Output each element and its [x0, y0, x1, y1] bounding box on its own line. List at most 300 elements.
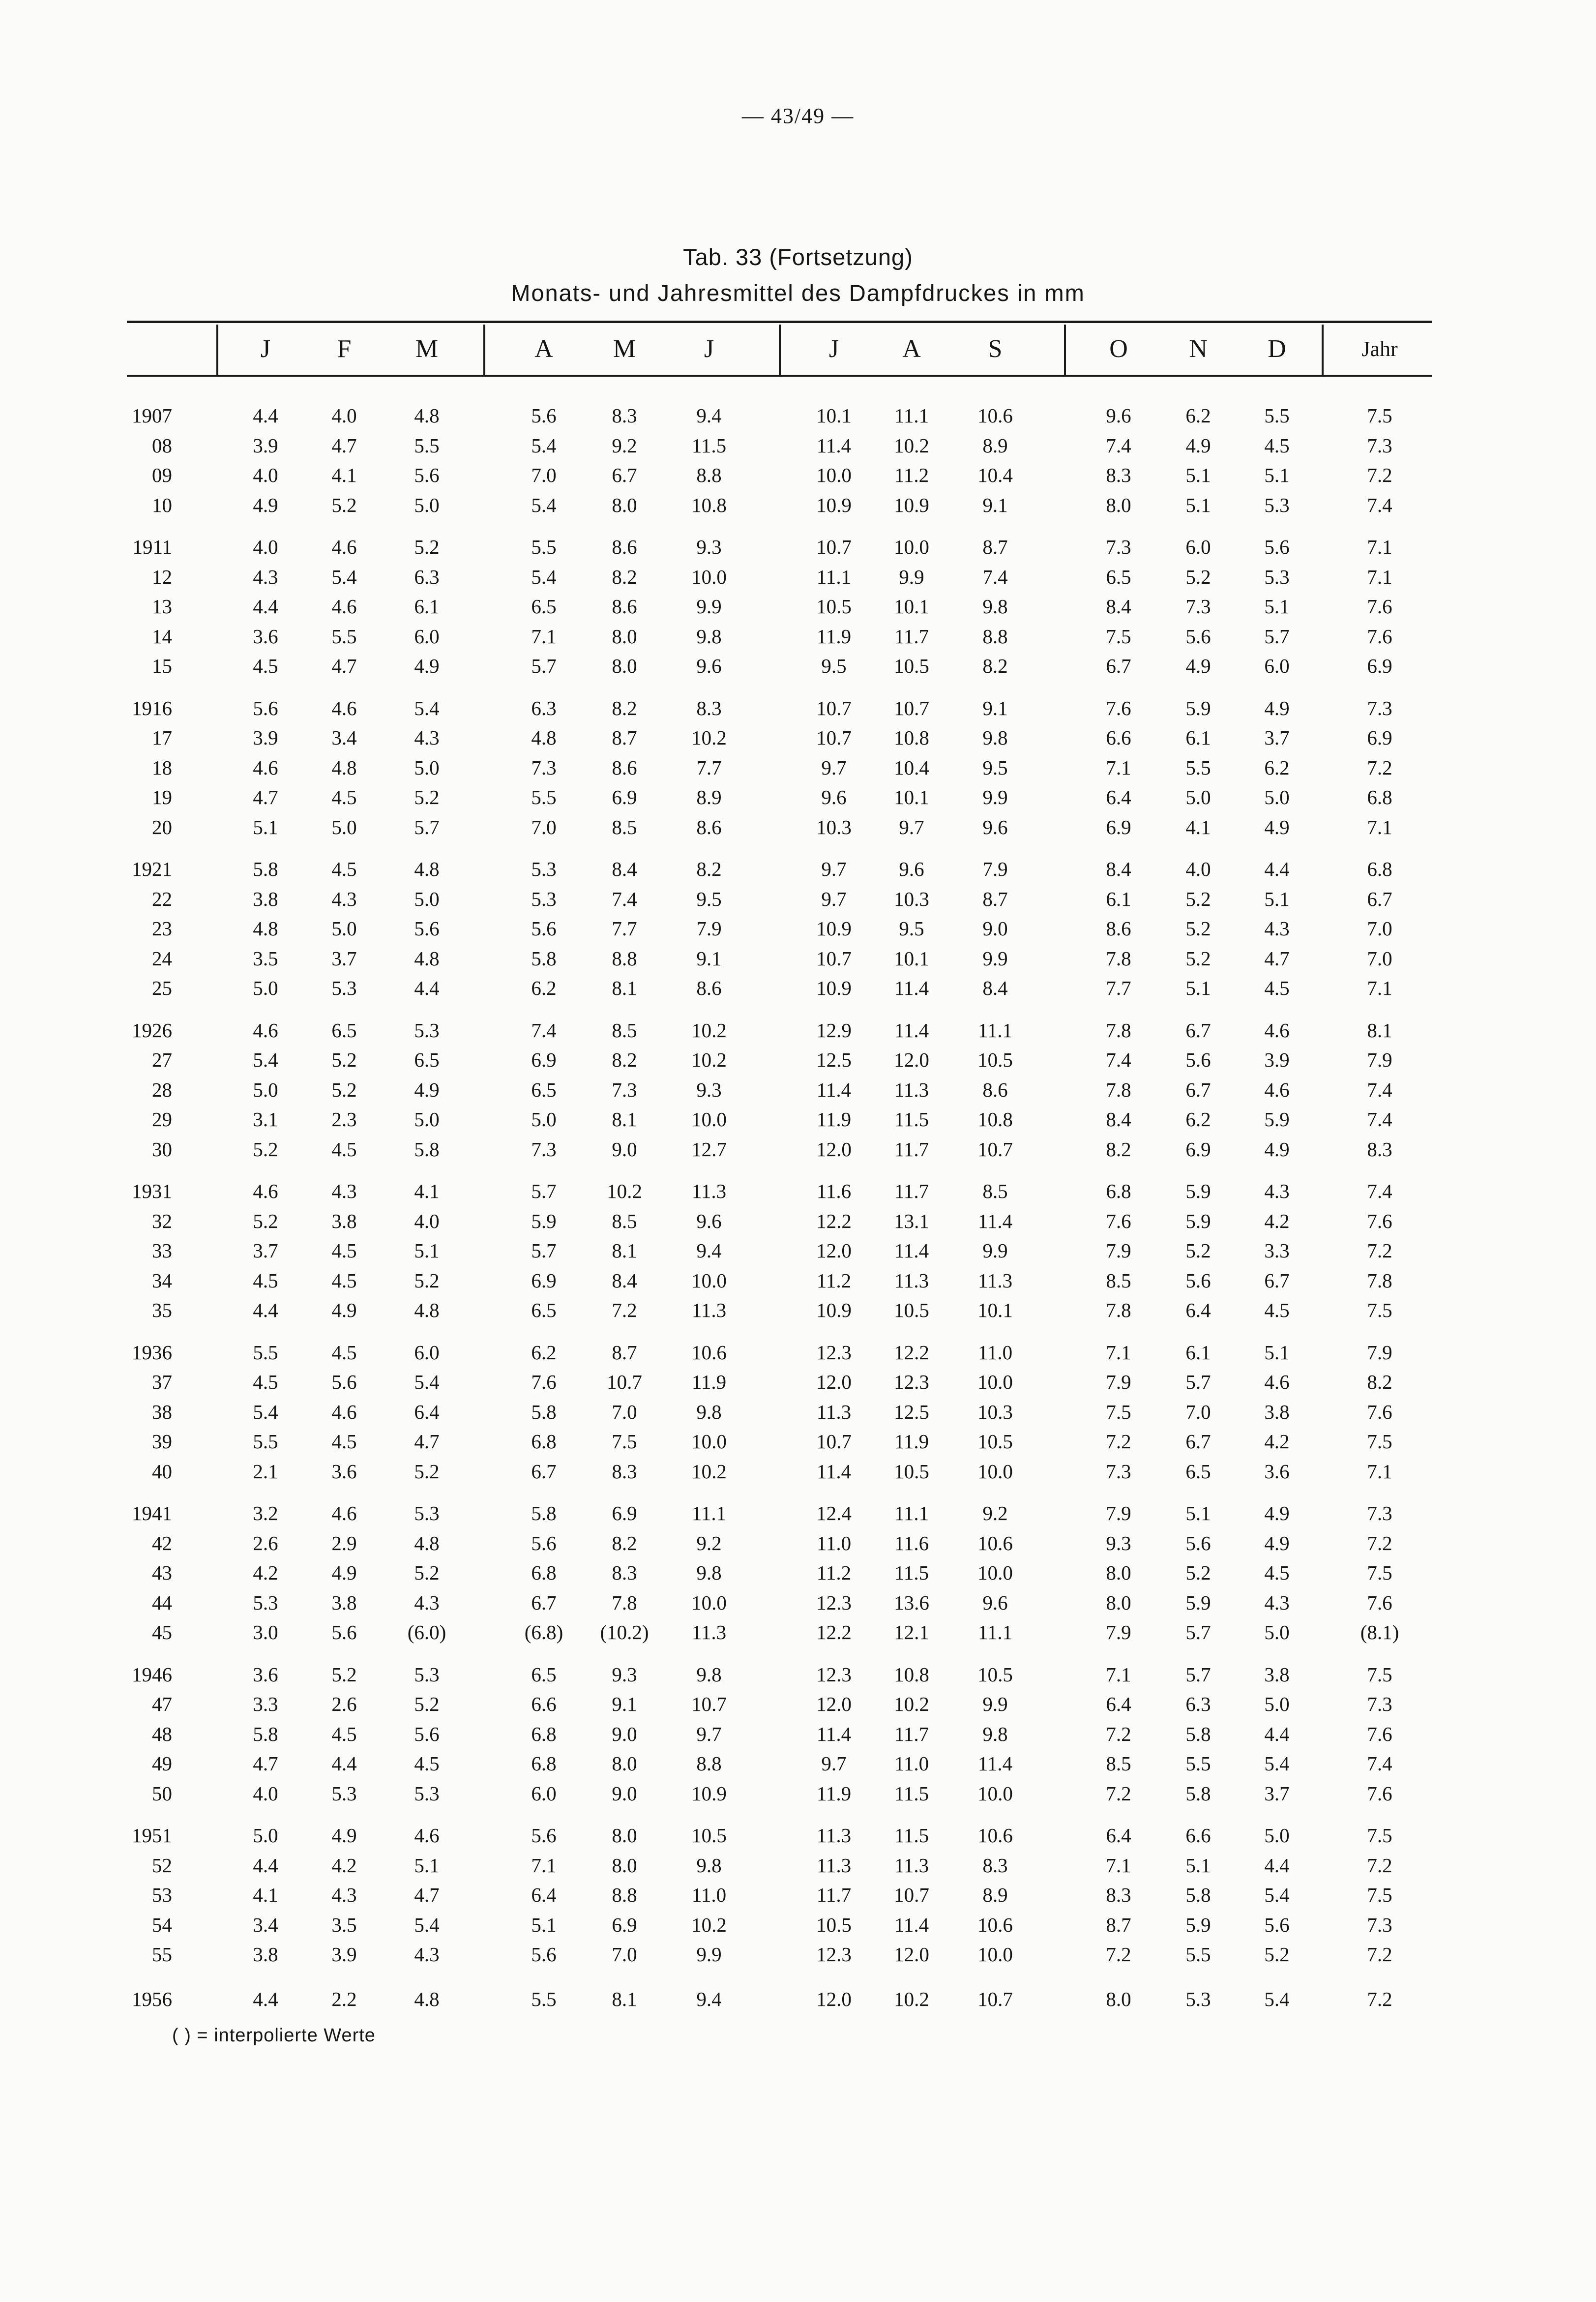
column-header: M [613, 335, 636, 363]
year-cell: 13 [152, 595, 172, 618]
table-row [0, 753, 1596, 782]
value-cell: 6.5 [1185, 1460, 1211, 1483]
value-cell: 12.3 [816, 1341, 852, 1364]
value-cell: 8.6 [612, 536, 637, 558]
value-cell: 11.7 [894, 1138, 929, 1161]
value-cell: 5.4 [1264, 1883, 1290, 1906]
value-cell: 6.8 [531, 1752, 557, 1775]
value-cell: 6.5 [531, 1078, 557, 1101]
value-cell: 5.6 [1264, 1913, 1290, 1936]
value-cell: 8.3 [1106, 1883, 1131, 1906]
value-cell: 6.2 [531, 1341, 557, 1364]
value-cell: 10.2 [691, 1460, 727, 1483]
value-cell: 4.8 [331, 756, 357, 779]
year-cell: 49 [152, 1752, 172, 1775]
value-cell: 11.6 [816, 1180, 852, 1202]
value-cell: 12.9 [816, 1019, 852, 1042]
value-cell: 5.8 [253, 858, 278, 880]
value-cell: 5.9 [1185, 697, 1211, 719]
column-header: A [902, 335, 921, 363]
value-cell: 8.1 [1367, 1019, 1392, 1042]
table-row [0, 1617, 1596, 1647]
value-cell: 7.4 [982, 566, 1008, 588]
value-cell: 8.0 [612, 1854, 637, 1877]
year-cell: 1946 [132, 1663, 172, 1686]
value-cell: 6.7 [1185, 1430, 1211, 1453]
value-cell: 11.1 [691, 1502, 727, 1525]
value-cell: 3.6 [331, 1460, 357, 1483]
value-cell: 7.4 [1106, 434, 1131, 457]
value-cell: 5.7 [1264, 625, 1290, 648]
table-row [0, 562, 1596, 592]
value-cell: 4.9 [414, 1078, 440, 1101]
value-cell: 4.8 [414, 1299, 440, 1321]
value-cell: 4.6 [1264, 1078, 1290, 1101]
value-cell: 5.7 [531, 655, 557, 677]
value-cell: 5.6 [1264, 536, 1290, 558]
value-cell: 5.2 [1185, 1561, 1211, 1584]
value-cell: 4.5 [331, 1239, 357, 1262]
value-cell: 4.2 [331, 1854, 357, 1877]
value-cell: 10.2 [691, 1019, 727, 1042]
value-cell: 9.8 [982, 595, 1008, 618]
value-cell: 6.3 [1185, 1693, 1211, 1715]
value-cell: 5.4 [531, 494, 557, 516]
value-cell: 7.0 [531, 816, 557, 838]
year-cell: 14 [152, 625, 172, 648]
value-cell: 4.4 [253, 404, 278, 427]
value-cell: 6.8 [1367, 858, 1392, 880]
year-cell: 40 [152, 1460, 172, 1483]
value-cell: 9.8 [696, 1401, 722, 1423]
value-cell: 10.5 [977, 1663, 1013, 1686]
year-cell: 1956 [132, 1988, 172, 2010]
year-cell: 19 [152, 786, 172, 808]
value-cell: 4.6 [1264, 1371, 1290, 1393]
value-cell: 4.3 [331, 1883, 357, 1906]
value-cell: 9.1 [982, 494, 1008, 516]
value-cell: 2.9 [331, 1532, 357, 1555]
year-cell: 1921 [132, 858, 172, 880]
value-cell: 4.4 [253, 1988, 278, 2010]
value-cell: 7.5 [1106, 1401, 1131, 1423]
value-cell: 9.0 [612, 1723, 637, 1745]
value-cell: 7.1 [1367, 536, 1392, 558]
value-cell: 5.5 [1185, 1752, 1211, 1775]
value-cell: 8.3 [612, 1460, 637, 1483]
value-cell: 5.3 [1264, 566, 1290, 588]
value-cell: 10.7 [816, 726, 852, 749]
value-cell: 5.5 [414, 434, 440, 457]
value-cell: 5.5 [1185, 756, 1211, 779]
value-cell: 10.0 [977, 1782, 1013, 1805]
table-row [0, 723, 1596, 752]
year-cell: 1936 [132, 1341, 172, 1364]
value-cell: 10.7 [816, 1430, 852, 1453]
value-cell: 8.0 [612, 625, 637, 648]
value-cell: 5.3 [414, 1502, 440, 1525]
value-cell: 7.2 [1367, 464, 1392, 486]
value-cell: 3.5 [331, 1913, 357, 1936]
value-cell: 5.2 [1185, 1239, 1211, 1262]
value-cell: 4.4 [331, 1752, 357, 1775]
value-cell: 10.4 [977, 464, 1013, 486]
value-cell: 8.1 [612, 977, 637, 999]
value-cell: 7.9 [1106, 1371, 1131, 1393]
value-cell: 9.6 [696, 1210, 722, 1232]
value-cell: 5.1 [414, 1854, 440, 1877]
value-cell: 10.7 [816, 947, 852, 970]
value-cell: 4.6 [253, 1019, 278, 1042]
value-cell: 7.0 [531, 464, 557, 486]
year-cell: 1926 [132, 1019, 172, 1042]
value-cell: 9.8 [982, 1723, 1008, 1745]
value-cell: 6.4 [1106, 1693, 1131, 1715]
value-cell: 5.0 [253, 1078, 278, 1101]
value-cell: 9.8 [696, 1561, 722, 1584]
year-cell: 33 [152, 1239, 172, 1262]
value-cell: 4.6 [331, 595, 357, 618]
value-cell: 5.4 [1264, 1988, 1290, 2010]
value-cell: 7.4 [531, 1019, 557, 1042]
value-cell: 5.6 [531, 917, 557, 940]
table-row [0, 693, 1596, 723]
value-cell: 7.5 [1367, 1663, 1392, 1686]
value-cell: 3.7 [1264, 1782, 1290, 1805]
value-cell: 7.2 [1367, 1532, 1392, 1555]
value-cell: 10.2 [894, 434, 929, 457]
table-row [0, 782, 1596, 812]
value-cell: 4.5 [1264, 1299, 1290, 1321]
value-cell: 5.4 [414, 697, 440, 719]
value-cell: (10.2) [600, 1621, 649, 1644]
value-cell: 6.9 [531, 1269, 557, 1292]
table-row [0, 973, 1596, 1003]
value-cell: 10.0 [977, 1371, 1013, 1393]
value-cell: 4.9 [1264, 816, 1290, 838]
value-cell: 8.5 [1106, 1269, 1131, 1292]
year-cell: 15 [152, 655, 172, 677]
value-cell: 6.2 [1185, 1108, 1211, 1131]
value-cell: 10.0 [691, 1430, 727, 1453]
value-cell: 5.8 [531, 1502, 557, 1525]
value-cell: 6.3 [414, 566, 440, 588]
value-cell: 10.9 [894, 494, 929, 516]
value-cell: 4.0 [414, 1210, 440, 1232]
value-cell: 8.2 [612, 1532, 637, 1555]
value-cell: 6.4 [1185, 1299, 1211, 1321]
value-cell: 4.7 [331, 655, 357, 677]
value-cell: 10.9 [816, 977, 852, 999]
value-cell: 13.1 [894, 1210, 929, 1232]
value-cell: 11.7 [894, 625, 929, 648]
value-cell: 5.0 [253, 977, 278, 999]
value-cell: 6.0 [1185, 536, 1211, 558]
value-cell: 3.9 [1264, 1048, 1290, 1071]
value-cell: 9.6 [982, 816, 1008, 838]
value-cell: 5.2 [1185, 947, 1211, 970]
value-cell: 12.0 [816, 1693, 852, 1715]
column-header: D [1268, 335, 1286, 363]
value-cell: 9.9 [982, 1239, 1008, 1262]
value-cell: 7.1 [1367, 566, 1392, 588]
value-cell: 5.6 [531, 1532, 557, 1555]
value-cell: 3.9 [331, 1943, 357, 1966]
value-cell: 9.9 [982, 1693, 1008, 1715]
value-cell: 10.5 [816, 595, 852, 618]
table-row [0, 1689, 1596, 1719]
value-cell: 5.6 [414, 1723, 440, 1745]
value-cell: 10.9 [816, 1299, 852, 1321]
value-cell: 6.6 [1185, 1824, 1211, 1847]
value-cell: 5.2 [414, 536, 440, 558]
value-cell: 10.2 [894, 1988, 929, 2010]
value-cell: 5.3 [414, 1782, 440, 1805]
year-cell: 1907 [132, 404, 172, 427]
value-cell: 5.3 [531, 858, 557, 880]
value-cell: 9.9 [982, 947, 1008, 970]
value-cell: 6.4 [414, 1401, 440, 1423]
value-cell: 11.5 [691, 434, 727, 457]
value-cell: 12.0 [816, 1988, 852, 2010]
value-cell: 10.1 [977, 1299, 1013, 1321]
value-cell: 4.6 [253, 756, 278, 779]
value-cell: 7.2 [612, 1299, 637, 1321]
value-cell: 5.2 [414, 786, 440, 808]
value-cell: 7.1 [1367, 977, 1392, 999]
year-cell: 37 [152, 1371, 172, 1393]
value-cell: 10.6 [691, 1341, 727, 1364]
value-cell: 5.0 [331, 816, 357, 838]
year-cell: 20 [152, 816, 172, 838]
value-cell: 7.0 [1367, 947, 1392, 970]
value-cell: 4.9 [1264, 1138, 1290, 1161]
column-header: J [704, 335, 714, 363]
value-cell: 5.7 [1185, 1621, 1211, 1644]
value-cell: 5.9 [531, 1210, 557, 1232]
value-cell: 12.2 [894, 1341, 929, 1364]
year-cell: 12 [152, 566, 172, 588]
value-cell: 5.4 [253, 1048, 278, 1071]
value-cell: 4.4 [414, 977, 440, 999]
footnote: ( ) = interpolierte Werte [172, 2025, 376, 2046]
value-cell: 5.7 [414, 816, 440, 838]
value-cell: 9.5 [696, 888, 722, 910]
value-cell: 7.4 [1367, 1078, 1392, 1101]
value-cell: 9.7 [821, 888, 847, 910]
value-cell: 7.2 [1367, 1854, 1392, 1877]
year-cell: 27 [152, 1048, 172, 1071]
value-cell: 5.3 [1185, 1988, 1211, 2010]
value-cell: 12.5 [816, 1048, 852, 1071]
value-cell: 7.1 [1106, 1663, 1131, 1686]
value-cell: 5.0 [1264, 1621, 1290, 1644]
value-cell: 8.5 [612, 816, 637, 838]
value-cell: 7.4 [1367, 494, 1392, 516]
table-row [0, 1719, 1596, 1749]
value-cell: 5.7 [531, 1180, 557, 1202]
value-cell: 4.4 [253, 595, 278, 618]
value-cell: 5.4 [414, 1913, 440, 1936]
value-cell: 8.4 [612, 858, 637, 880]
value-cell: 5.2 [253, 1138, 278, 1161]
value-cell: 6.9 [1367, 655, 1392, 677]
value-cell: 5.2 [414, 1693, 440, 1715]
value-cell: 10.6 [977, 1532, 1013, 1555]
value-cell: 5.5 [531, 786, 557, 808]
value-cell: 8.0 [612, 1752, 637, 1775]
value-cell: 10.6 [977, 404, 1013, 427]
value-cell: 3.7 [331, 947, 357, 970]
value-cell: 8.4 [1106, 858, 1131, 880]
value-cell: 11.4 [816, 434, 852, 457]
value-cell: 8.8 [612, 1883, 637, 1906]
value-cell: 10.8 [691, 494, 727, 516]
value-cell: 4.7 [253, 1752, 278, 1775]
value-cell: 7.3 [1367, 434, 1392, 457]
value-cell: 7.3 [1367, 1913, 1392, 1936]
value-cell: 6.7 [612, 464, 637, 486]
value-cell: 8.7 [612, 726, 637, 749]
value-cell: 4.4 [1264, 1854, 1290, 1877]
value-cell: 8.3 [612, 404, 637, 427]
value-cell: 9.3 [696, 1078, 722, 1101]
value-cell: 11.4 [977, 1210, 1013, 1232]
value-cell: 4.8 [414, 404, 440, 427]
value-cell: 12.3 [816, 1591, 852, 1614]
value-cell: 8.0 [612, 655, 637, 677]
year-cell: 54 [152, 1913, 172, 1936]
value-cell: 10.9 [816, 917, 852, 940]
value-cell: 8.3 [1367, 1138, 1392, 1161]
value-cell: (6.0) [407, 1621, 446, 1644]
value-cell: 6.8 [1106, 1180, 1131, 1202]
value-cell: 4.0 [253, 536, 278, 558]
table-row [0, 592, 1596, 621]
table-row [0, 1427, 1596, 1456]
value-cell: 11.4 [977, 1752, 1013, 1775]
value-cell: 10.6 [977, 1913, 1013, 1936]
value-cell: 4.7 [414, 1430, 440, 1453]
value-cell: 3.2 [253, 1502, 278, 1525]
value-cell: 7.5 [612, 1430, 637, 1453]
column-header: N [1189, 335, 1208, 363]
value-cell: 7.3 [1367, 1693, 1392, 1715]
value-cell: 5.6 [531, 404, 557, 427]
table-row [0, 884, 1596, 914]
value-cell: 4.8 [414, 947, 440, 970]
value-cell: 6.8 [531, 1430, 557, 1453]
year-cell: 10 [152, 494, 172, 516]
value-cell: 4.3 [414, 1943, 440, 1966]
table-row [0, 1295, 1596, 1325]
value-cell: 9.6 [821, 786, 847, 808]
value-cell: 8.2 [612, 697, 637, 719]
value-cell: 3.7 [253, 1239, 278, 1262]
value-cell: 3.8 [253, 1943, 278, 1966]
value-cell: 6.0 [414, 1341, 440, 1364]
value-cell: 5.6 [1185, 1269, 1211, 1292]
value-cell: 6.0 [1264, 655, 1290, 677]
value-cell: 6.1 [1106, 888, 1131, 910]
year-cell: 47 [152, 1693, 172, 1715]
value-cell: 7.3 [1106, 1460, 1131, 1483]
value-cell: 11.3 [691, 1299, 727, 1321]
table-row [0, 1984, 1596, 2014]
value-cell: 11.5 [894, 1108, 929, 1131]
value-cell: 6.0 [531, 1782, 557, 1805]
value-cell: 12.3 [894, 1371, 929, 1393]
value-cell: 7.2 [1106, 1943, 1131, 1966]
value-cell: 10.7 [816, 536, 852, 558]
year-cell: 28 [152, 1078, 172, 1101]
value-cell: 10.5 [816, 1913, 852, 1936]
year-cell: 24 [152, 947, 172, 970]
value-cell: 12.5 [894, 1401, 929, 1423]
value-cell: 5.9 [1185, 1180, 1211, 1202]
value-cell: 5.4 [253, 1401, 278, 1423]
value-cell: 5.6 [253, 697, 278, 719]
value-cell: 8.0 [1106, 1591, 1131, 1614]
value-cell: 4.1 [253, 1883, 278, 1906]
value-cell: 10.8 [977, 1108, 1013, 1131]
value-cell: 10.7 [894, 1883, 929, 1906]
value-cell: 8.7 [1106, 1913, 1131, 1936]
value-cell: 7.2 [1106, 1430, 1131, 1453]
value-cell: 11.3 [816, 1401, 852, 1423]
value-cell: 5.8 [1185, 1723, 1211, 1745]
value-cell: 5.0 [531, 1108, 557, 1131]
value-cell: 7.1 [531, 1854, 557, 1877]
value-cell: 11.3 [816, 1824, 852, 1847]
value-cell: 11.5 [894, 1824, 929, 1847]
value-cell: 6.9 [612, 786, 637, 808]
value-cell: 6.9 [1367, 726, 1392, 749]
value-cell: 9.7 [821, 756, 847, 779]
value-cell: 6.4 [1106, 1824, 1131, 1847]
value-cell: 9.8 [696, 1663, 722, 1686]
value-cell: 9.9 [899, 566, 924, 588]
value-cell: 11.1 [894, 1502, 929, 1525]
value-cell: 7.3 [531, 1138, 557, 1161]
value-cell: 3.8 [1264, 1663, 1290, 1686]
year-cell: 43 [152, 1561, 172, 1584]
value-cell: 5.2 [331, 1048, 357, 1071]
table-row [0, 1880, 1596, 1910]
value-cell: 12.0 [816, 1371, 852, 1393]
column-header: A [534, 335, 553, 363]
table-row [0, 622, 1596, 651]
value-cell: 11.4 [894, 977, 929, 999]
value-cell: 4.1 [331, 464, 357, 486]
value-cell: 7.9 [1106, 1502, 1131, 1525]
value-cell: 4.4 [1264, 1723, 1290, 1745]
table-row [0, 914, 1596, 943]
value-cell: 10.2 [691, 1913, 727, 1936]
year-cell: 23 [152, 917, 172, 940]
value-cell: 4.8 [253, 917, 278, 940]
value-cell: 5.1 [253, 816, 278, 838]
value-cell: 6.6 [1106, 726, 1131, 749]
value-cell: 8.3 [982, 1854, 1008, 1877]
value-cell: 7.0 [1367, 917, 1392, 940]
value-cell: 10.8 [894, 1663, 929, 1686]
page-number: — 43/49 — [741, 104, 855, 128]
value-cell: 4.5 [1264, 977, 1290, 999]
table-row [0, 812, 1596, 842]
value-cell: 6.7 [1185, 1078, 1211, 1101]
year-cell: 08 [152, 434, 172, 457]
